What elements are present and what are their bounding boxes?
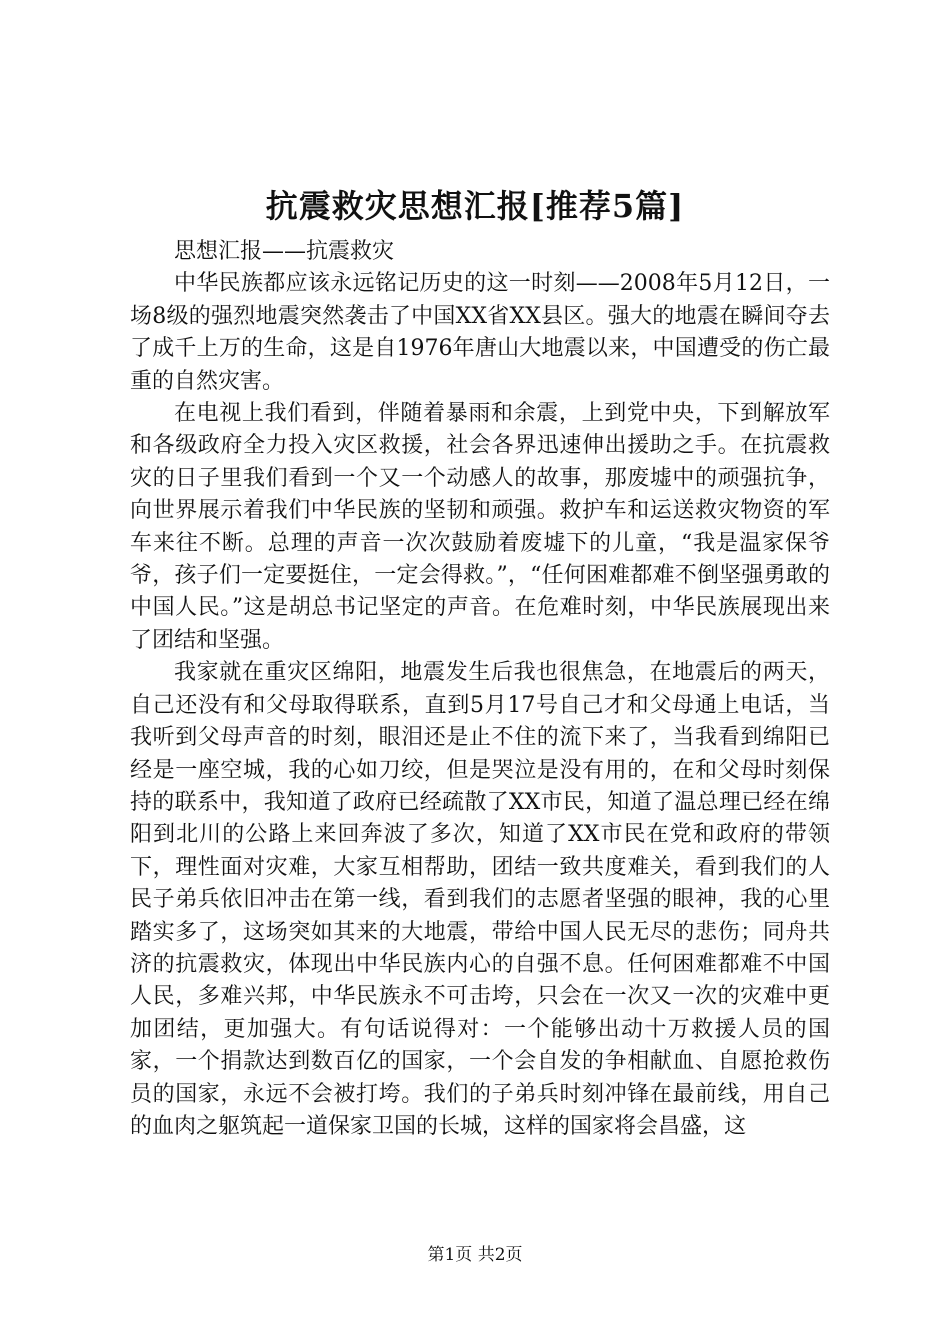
paragraph-1: 中华民族都应该永远铭记历史的这一时刻——2008年5月12日，一场8级的强烈地震突然袭击了中国XX省XX县区。强大的地震在瞬间夺去了成千上万的生命，这是自1976年唐山大地震以来，中国遭受的伤亡最重的自然灾害。 [130, 271, 830, 394]
page-number-footer: 第1页 共2页 [427, 1245, 523, 1265]
document-body [130, 236, 830, 1143]
paragraph-heading: 思想汇报——抗震救灾 [174, 239, 395, 264]
paragraph-2: 在电视上我们看到，伴随着暴雨和余震，上到党中央，下到解放军和各级政府全力投入灾区救援，社会各界迅速伸出援助之手。在抗震救灾的日子里我们看到一个又一个动感人的故事，那废墟中的顽强抗争，向世界展示着我们中华民族的坚韧和顽强。救护车和运送救灾物资的军车来往不断。总理的声音一次次鼓励着废墟下的儿童，“我是温家保爷爷，孩子们一定要挺住，一定会得救。”，“任何困难都难不倒坚强勇敢的中国人民。”这是胡总书记坚定的声音。在危难时刻，中华民族展现出来了团结和坚强。 [130, 401, 830, 653]
document-title: 抗震救灾思想汇报[推荐5篇] [265, 187, 685, 225]
paragraph-3: 我家就在重灾区绵阳，地震发生后我也很焦急，在地震后的两天，自己还没有和父母取得联系，直到5月17号自己才和父母通上电话，当我听到父母声音的时刻，眼泪还是止不住的流下来了，当我看到绵阳已经是一座空城，我的心如刀绞，但是哭泣是没有用的，在和父母时刻保持的联系中，我知道了政府已经疏散了XX市民，知道了温总理已经在绵阳到北川的公路上来回奔波了多次，知道了XX市民在党和政府的带领下，理性面对灾难，大家互相帮助，团结一致共度难关，看到我们的人民子弟兵依旧冲击在第一线，看到我们的志愿者坚强的眼神，我的心里踏实多了，这场突如其来的大地震，带给中国人民无尽的悲伤；同舟共济的抗震救灾，体现出中华民族内心的自强不息。任何困难都难不中国人民，多难兴邦，中华民族永不可击垮，只会在一次又一次的灾难中更加团结，更加强大。有句话说得对：一个能够出动十万救援人员的国家，一个捐款达到数百亿的国家，一个会自发的争相献血、自愿抢救伤员的国家，永远不会被打垮。我们的子弟兵时刻冲锋在最前线，用自己的血肉之躯筑起一道保家卫国的长城，这样的国家将会昌盛，这 [130, 660, 830, 1139]
